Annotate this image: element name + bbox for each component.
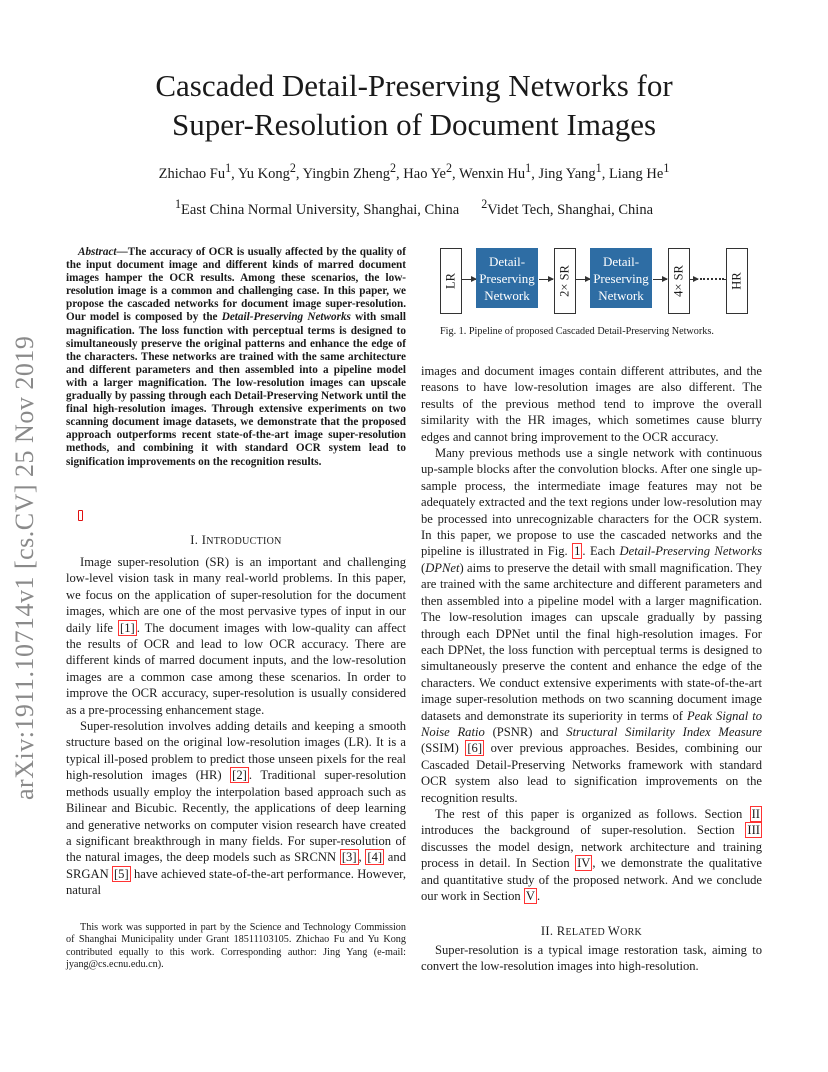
citation-3[interactable]: [3] bbox=[341, 850, 357, 865]
arxiv-stamp: arXiv:1911.10714v1 [cs.CV] 25 Nov 2019 bbox=[10, 335, 39, 800]
author-name: Yingbin Zheng bbox=[302, 165, 390, 182]
citation-4[interactable]: [4] bbox=[367, 850, 383, 865]
affiliations bbox=[0, 197, 828, 219]
figure-ref-1[interactable]: 1 bbox=[574, 544, 581, 559]
ellipsis-icon bbox=[700, 278, 724, 280]
title-line-2: Super-Resolution of Document Images bbox=[171, 107, 657, 142]
arrow-icon bbox=[576, 279, 590, 280]
figure-1-pipeline bbox=[440, 244, 750, 318]
affil-1: East China Normal University, Shanghai, China bbox=[181, 201, 460, 218]
arrow-icon bbox=[462, 279, 476, 280]
related-body bbox=[421, 942, 762, 975]
affil-1-number: 1 bbox=[174, 197, 182, 211]
hr-label: HR bbox=[726, 248, 748, 314]
citation-5[interactable]: [5] bbox=[113, 866, 129, 881]
intro-paragraph-2: Super-resolution involves adding details and keeping a smooth structure based on the original low-resolution images (LR). It is a typical ill-posed problem to predict those unseen pixels for the real high-resolution images (HR) [2] . Traditional super-resolution methods usually employ the interpolation based approach such as Bilinear and Bicubic. Recently, the applications of deep learning and generative networks on computer vision research have created a significant breakthrough in many fields. For super-resolution of the natural images, the deep models such as SRCNN [3] , [4] and SRGAN [5] have achieved state-of-the-art performance. However, natural bbox=[66, 719, 406, 898]
citation-6[interactable]: [6] bbox=[467, 741, 483, 756]
right-paragraph-2: Many previous methods use a single network with continuous up-sample blocks after the convolution blocks. After one single up-sample process, the intermediate image features may not be adequately extracted and the text regions under low-resolution may be processed into unrecognizable characters for the OCR system. In this paper, we propose to use the cascaded networks and the pipeline is illustrated in Fig. 1 . Each Detail-Preserving Networks (DPNet) aims to preserve the detail with small magnification. They are trained with the same architecture and different parameters and then assembled into a pipeline model with a larger magnification. The low-resolution images can upscale gradually by passing through each DPNet until the final high-resolution images. For each DPNet, the loss function with perceptual terms is designed to simultaneously preserve the content and enhance the edge of the characters. We conduct extensive experiments with state-of-the-art image super-resolution methods on two scanning document image datasets and demonstrate its superiority in terms of Peak Signal to Noise Ratio (PSNR) and Structural Similarity Index Measure (SSIM) [6] over previous approaches. Besides, combining our Cascaded Detail-Preserving Networks framework with standard OCR system also lead to signification improvements on the recognition results. bbox=[421, 446, 762, 805]
author-affil-number: 2 bbox=[289, 161, 296, 175]
affil-2-number: 2 bbox=[481, 197, 488, 211]
author-name: Jing Yang bbox=[538, 165, 596, 182]
arrow-icon bbox=[539, 279, 553, 280]
arrow-icon bbox=[690, 279, 698, 280]
author-list: Zhichao Fu$^1$, Yu Kong$^2$, Yingbin Zheng$^2$, Hao Ye$^2$, Wenxin Hu$^1$, Jing Yang$^1$, Liang He$^1$ bbox=[158, 161, 670, 182]
author-name: Wenxin Hu bbox=[459, 165, 526, 182]
title-line-1: Cascaded Detail-Preserving Networks for bbox=[155, 68, 673, 103]
author-name: Hao Ye bbox=[403, 165, 446, 182]
author-affil-number: 2 bbox=[390, 161, 397, 175]
sr4-label: 4× SR bbox=[668, 248, 690, 314]
right-body bbox=[421, 363, 762, 904]
section-related-heading: II. RELATED WORK bbox=[540, 924, 643, 938]
author-affil-number: 1 bbox=[525, 161, 532, 175]
dpnet-box-1: Detail- Preserving Network bbox=[476, 248, 538, 308]
author-affil-number: 1 bbox=[663, 161, 670, 175]
author-affil-number: 1 bbox=[225, 161, 232, 175]
abstract-lead: Abstract bbox=[78, 246, 117, 258]
related-paragraph-1: Super-resolution is a typical image restoration task, aiming to convert the low-resolution images into high-resolution. bbox=[421, 943, 762, 974]
right-paragraph-1: images and document images contain different attributes, and the reasons to have low-resolution images are also different. The results of the previous method tend to improve the overall similarity with the HR images, which sometimes cause blurry edges and cannot bring improvement to the OCR accuracy. bbox=[421, 364, 762, 444]
arrow-icon bbox=[653, 279, 667, 280]
author-name: Yu Kong bbox=[237, 165, 290, 182]
citation-1[interactable]: [1] bbox=[120, 620, 135, 635]
section-ref-3[interactable]: III bbox=[747, 823, 760, 838]
paper-title bbox=[0, 66, 828, 144]
link-marker[interactable] bbox=[78, 510, 83, 521]
sr2-label: 2× SR bbox=[554, 248, 576, 314]
figure-1-caption: Fig. 1. Pipeline of proposed Cascaded Detail-Preserving Networks. bbox=[440, 326, 714, 337]
intro-paragraph-1: Image super-resolution (SR) is an important and challenging low-level vision task in many real-world problems. In this paper, we focus on the application of super-resolution for the document images, which are one of the most pervasive types of input in our daily life [1] . The document images with low-quality can affect the results of OCR and lead to low OCR accuracy. There are different kinds of marred document inputs, and the low-resolution images are a common case among these scenarios. In order to improve the OCR accuracy, super-resolution is usually considered as a pre-processing enhancement stage. bbox=[66, 555, 406, 717]
author-affil-number: 1 bbox=[595, 161, 602, 175]
abstract-text-a: —The accuracy of OCR is usually affected by the quality of the input document image and different kinds of marred document images hamper the OCR results. Among these scenarios, the low-resolution image is a common and challenging case. In this paper, we propose the cascaded networks for document image super-resolution. Our model is composed by the bbox=[66, 246, 406, 324]
abstract-text-b: with small magnification. The loss function with perceptual terms is designed to simultaneously preserve the original patterns and enhance the edge of the characters. These networks are trained with the same architecture and different parameters and then assembled into a pipeline model with a larger magnification. The low-resolution images can upscale gradually by passing through each Detail-Preserving Network until the final high-resolution images. Through extensive experiments on two scanning document image datasets, we demonstrate that the proposed approach outperforms recent state-of-the-art image super-resolution methods, and combining it with standard OCR system lead to signification improvements on the recognition results. bbox=[66, 311, 406, 468]
right-paragraph-3: The rest of this paper is organized as follows. Section II introduces the background of super-resolution. Section III discusses the model design, network architecture and training process in detail. In Section IV , we demonstrate the qualitative and quantitative study of the proposed network. And we conclude our work in Section V . bbox=[421, 806, 762, 903]
abstract-italic: Detail-Preserving Networks bbox=[221, 311, 351, 324]
section-ref-2[interactable]: II bbox=[751, 806, 760, 821]
author-affil-number: 2 bbox=[446, 161, 453, 175]
section-ref-4[interactable]: IV bbox=[577, 856, 591, 871]
intro-body bbox=[66, 554, 406, 899]
section-ref-5[interactable]: V bbox=[525, 889, 535, 903]
citation-2[interactable]: [2] bbox=[232, 768, 247, 783]
author-name: Liang He bbox=[608, 165, 664, 182]
affil-2: Videt Tech, Shanghai, China bbox=[487, 201, 654, 218]
section-intro-heading: I. INTRODUCTION bbox=[190, 533, 282, 547]
dpnet-box-2: Detail- Preserving Network bbox=[590, 248, 652, 308]
footnote: This work was supported in part by the Science and Technology Commission of Shanghai Municipality under Grant 18511103105. Zhichao Fu and Yu Kong contributed equally to this work. Corresponding author: Jing Yang (e-mail: jyang@cs.ecnu.edu.cn). bbox=[66, 922, 406, 971]
author-name: Zhichao Fu bbox=[158, 165, 226, 182]
lr-label: LR bbox=[440, 248, 462, 314]
abstract bbox=[66, 246, 406, 469]
